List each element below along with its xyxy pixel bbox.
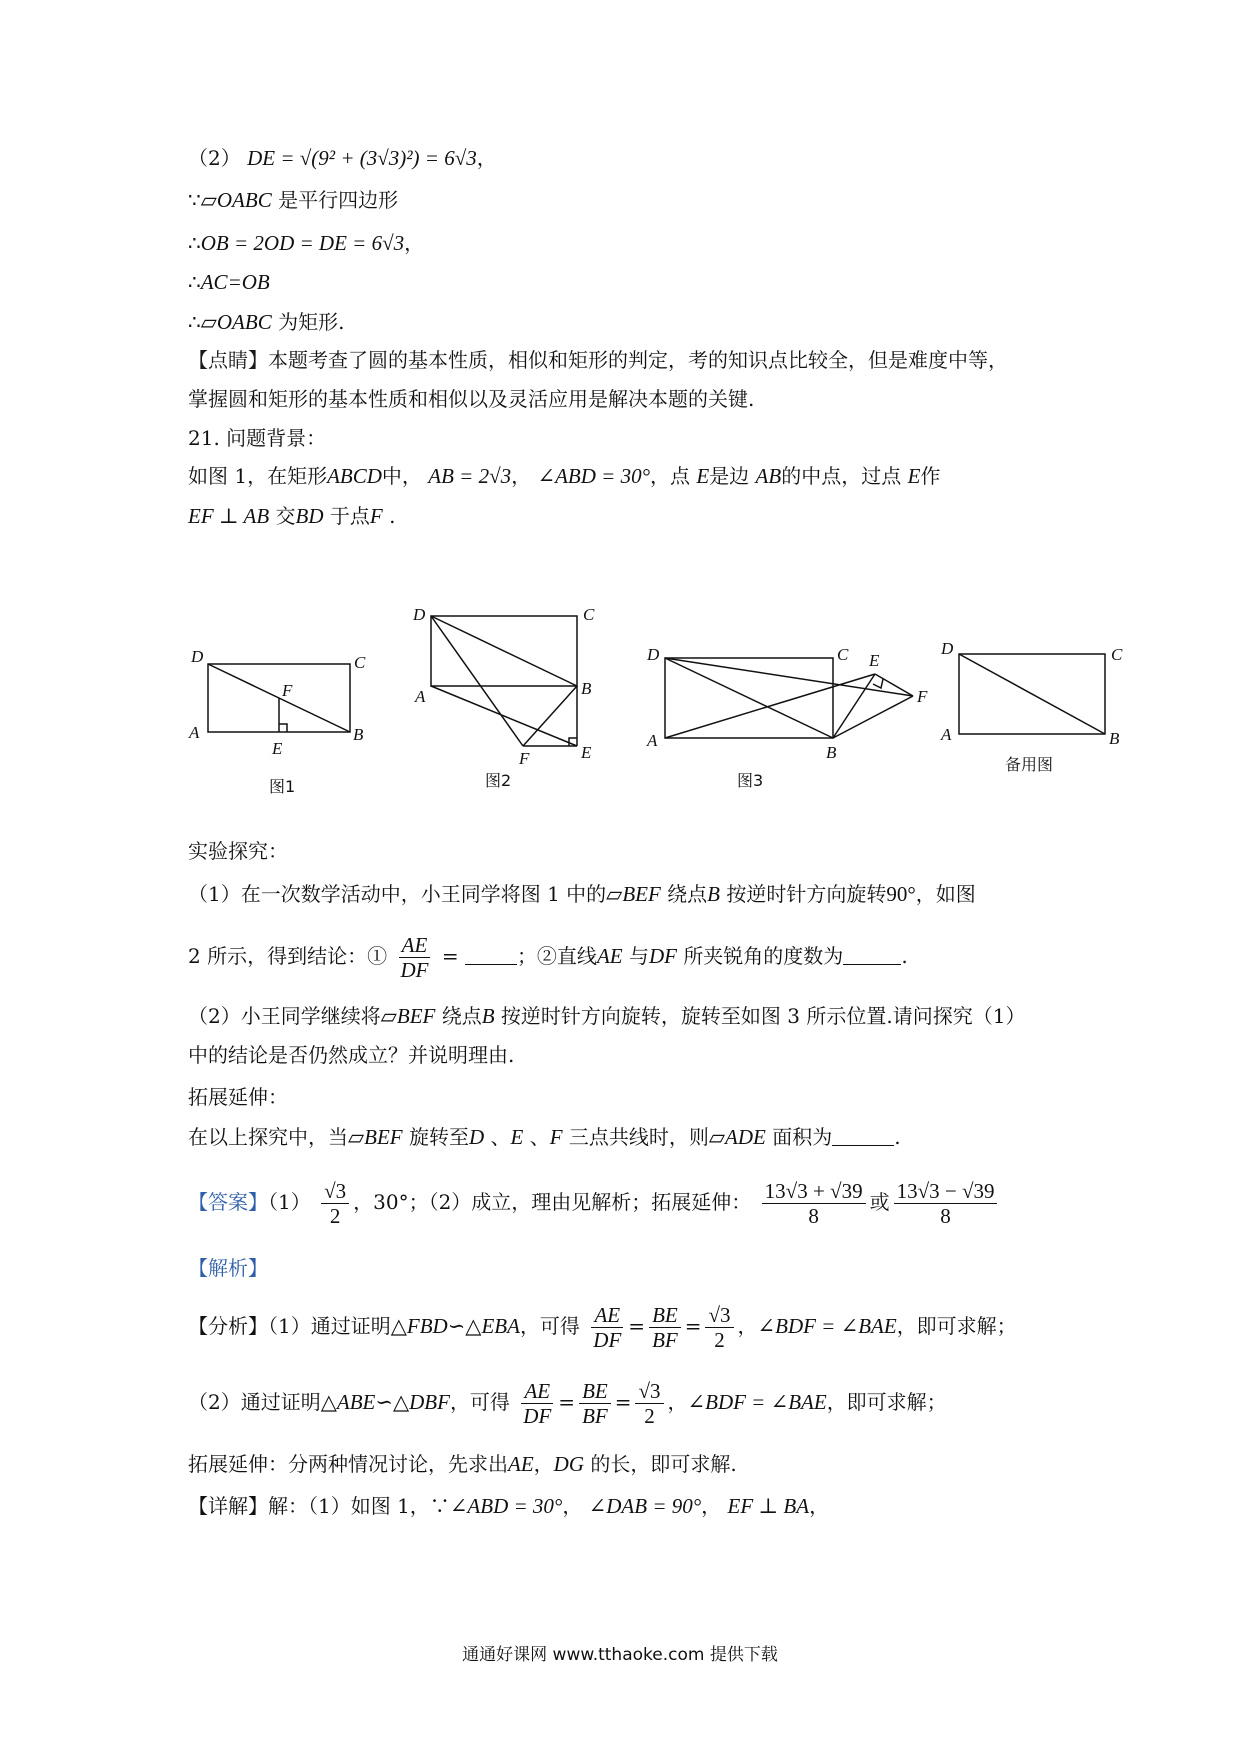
answer-tag: 【答案】: [188, 1190, 268, 1214]
part2-line: （2） DE = √(9² + (3√3)²) = 6√3，: [188, 146, 497, 170]
figure-2: [405, 598, 615, 808]
fig4-label-a: A: [941, 725, 952, 744]
fig1-label-d: D: [191, 647, 204, 666]
explore-line-2: 2 所示，得到结论：① $\frac{AE}{DF}$ = ；②直线AE 与DF 所夹锐角的度数为 .: [188, 933, 908, 982]
fig3-label-d: D: [647, 645, 660, 664]
answer-blank-area[interactable]: [832, 1123, 894, 1146]
fraction-ae-over-df: $\frac{AE}{DF}$: [400, 933, 429, 982]
fig2-label-d: D: [413, 605, 426, 624]
fig3-label-b: B: [826, 743, 837, 762]
analysis-line-3: 拓展延伸：分两种情况讨论，先求出AE，DG 的长，即可求解.: [188, 1452, 737, 1476]
fig2-segment-bf: [523, 686, 577, 746]
analysis-line-2: （2）通过证明△ABE∽△DBF，可得 $\frac{AE}{DF}$ = $\frac{BE}{BF}$ = $\frac{√3}{2}$ ，∠BDF = ∠BAE，即可求解；: [188, 1379, 947, 1428]
answer-fraction-2: $\frac{13√3 + √39}{8}$: [762, 1179, 866, 1228]
figure-1: [186, 648, 376, 808]
rect-line: ∴▱OABC 为矩形.: [188, 310, 345, 334]
fig3-segment-ae: [665, 674, 875, 738]
explore-line-3: （2）小王同学继续将▱BEF 绕点B 按逆时针方向旋转，旋转至如图 3 所示位置.请问探究（1）: [188, 1004, 1026, 1028]
fig1-label-c: C: [354, 653, 366, 672]
de-formula: DE = √(9² + (3√3)²) = 6√3: [247, 146, 477, 170]
fig4-label-b: B: [1109, 729, 1120, 748]
fig4-label-c: C: [1111, 645, 1123, 664]
figure-3: [643, 640, 943, 800]
fig3-diagonal-bd: [665, 658, 833, 738]
figure-spare: [937, 640, 1137, 780]
fig1-label-e: E: [272, 739, 283, 758]
ac-line: ∴AC=OB: [188, 270, 270, 294]
fig3-label-e: E: [869, 651, 880, 670]
q21-background-line-2: EF ⊥ AB 交BD 于点F .: [188, 504, 396, 528]
explore-line-4: 中的结论是否仍然成立？并说明理由.: [188, 1043, 515, 1067]
fig2-label-b: B: [581, 679, 592, 698]
answer-fraction-1: $\frac{√3}{2}$: [321, 1179, 349, 1228]
analysis-tag: 【解析】: [188, 1256, 268, 1280]
fig4-diagonal-bd: [959, 654, 1105, 734]
fig1-label-b: B: [353, 725, 364, 744]
fig3-label-f: F: [917, 687, 928, 706]
comment-tag: 【点睛】: [188, 348, 268, 372]
fig1-label-f: F: [282, 681, 293, 700]
fig2-label-c: C: [583, 605, 595, 624]
fig3-segment-be: [833, 674, 875, 738]
fig3-segment-bf: [833, 696, 913, 738]
fig1-right-angle-mark: [279, 724, 287, 732]
extend-line: 在以上探究中，当▱BEF 旋转至D 、E 、F 三点共线时，则▱ADE 面积为 .: [188, 1125, 901, 1149]
ob-line: ∴OB = 2OD = DE = 6√3，: [188, 231, 425, 255]
answer-blank-ratio[interactable]: [465, 942, 517, 965]
q21-title: 21. 问题背景：: [188, 426, 327, 450]
fig3-label-a: A: [647, 731, 658, 750]
fig1-label-a: A: [189, 723, 200, 742]
parallelogram-line: ∵▱OABC 是平行四边形: [188, 188, 399, 212]
answer-fraction-3: $\frac{13√3 - √39}{8}$: [894, 1179, 998, 1228]
fig4-caption: 备用图: [1005, 755, 1054, 774]
fig2-label-e: E: [581, 743, 592, 762]
q21-background-line-1: 如图 1，在矩形ABCD中， AB = 2√3， ∠ABD = 30°，点 E是边 AB的中点，过点 E作: [188, 464, 941, 488]
analysis-line-1: 【分析】（1）通过证明△FBD∽△EBA，可得 $\frac{AE}{DF}$ = $\frac{BE}{BF}$ = $\frac{√3}{2}$ ，∠BDF = ∠BAE，即可求解；: [188, 1303, 1017, 1352]
fig3-label-c: C: [837, 645, 849, 664]
fig2-label-f: F: [519, 749, 530, 768]
answer-line: 【答案】（1） $\frac{√3}{2}$ ，30°；（2）成立，理由见解析；拓展延伸： $\frac{13√3 + √39}{8}$ 或 $\frac{13√3 - √39}{8}$: [188, 1173, 1001, 1231]
extend-title: 拓展延伸：: [188, 1085, 288, 1109]
fig2-segment-df: [431, 616, 523, 746]
fig4-label-d: D: [941, 639, 954, 658]
fig2-segment-ae: [431, 686, 577, 746]
fig3-caption: 图3: [737, 771, 764, 790]
explore-title: 实验探究：: [188, 839, 288, 863]
fig1-caption: 图1: [269, 777, 296, 796]
comment-line-1: 【点睛】本题考查了圆的基本性质，相似和矩形的判定，考的知识点比较全，但是难度中等，: [188, 348, 1008, 372]
page-footer: 通通好课网 www.tthaoke.com 提供下载: [462, 1645, 778, 1665]
fig2-diagonal-bd: [431, 616, 577, 686]
answer-blank-angle[interactable]: [843, 942, 901, 965]
explore-line-1: （1）在一次数学活动中，小王同学将图 1 中的▱BEF 绕点B 按逆时针方向旋转90°，如图: [188, 882, 976, 906]
fig3-right-angle-mark: [873, 679, 883, 688]
comment-line-2: 掌握圆和矩形的基本性质和相似以及灵活应用是解决本题的关键.: [188, 387, 755, 411]
fig2-caption: 图2: [485, 771, 512, 790]
fig2-label-a: A: [415, 687, 426, 706]
detail-line: 【详解】解：（1）如图 1，∵∠ABD = 30°， ∠DAB = 90°， EF ⊥ BA，: [188, 1494, 830, 1518]
